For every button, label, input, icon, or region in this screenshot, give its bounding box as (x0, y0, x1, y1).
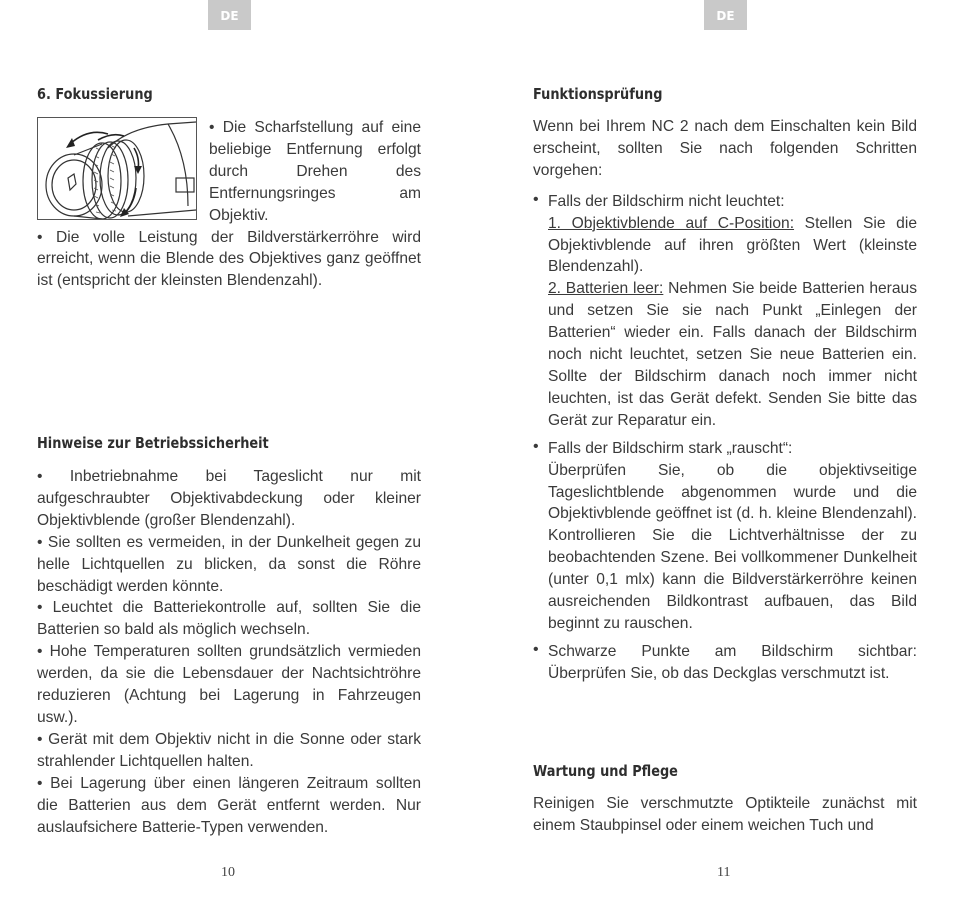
safety-item: • Hohe Temperaturen sollten grundsätzlich vermieden werden, da sie die Lebensdauer der Nachtsichtröhre reduzieren (Achtung bei Lagerung in Fahrzeugen usw.). (37, 643, 421, 726)
bullet-2-text: Überprüfen Sie, ob die objektivseitige Tageslichtblende abgenommen wurde und die Objektivblende geöffnet ist (d. h. kleine Blendenzahl). Kontrollieren Sie die Lichtverhältnisse der zu beobachtenden Szene. Bei vollkommener Dunkelheit (unter 0,1 mlx) kann die Bildverstärkerröhre keinen ausreichenden Bildkontrast aufbauen, das Bild beginnt zu rauschen. (548, 461, 917, 632)
bullet-3-text: Schwarze Punkte am Bildschirm sichtbar: Überprüfen Sie, ob das Deckglas verschmutzt ist. (548, 642, 917, 682)
bullet-dot: • (533, 190, 539, 208)
function-check-intro: Wenn bei Ihrem NC 2 nach dem Einschalten kein Bild erscheint, sollten Sie nach folgenden Schritten vorgehen: (533, 118, 917, 179)
step-2-text: Nehmen Sie beide Batterien heraus und setzen Sie sie nach Punkt „Einlegen der Batterien“ wieder ein. Falls danach der Bildschirm noch nicht leuchtet, setzen Sie neue Batterien ein. Sollte der Bildschirm danach noch immer nicht leuchten, ist das Gerät defekt. Senden Sie bitte das Gerät zur Reparatur ein. (548, 280, 918, 429)
safety-item: • Inbetriebnahme bei Tageslicht nur mit aufgeschraubter Objektivabdeckung oder kleiner Objektivblende (großer Blendenzahl). (37, 468, 421, 529)
function-check-bullet-3 (533, 641, 917, 685)
safety-item: • Gerät mit dem Objektiv nicht in die Sonne oder stark strahlender Lichtquellen halten. (37, 730, 421, 770)
safety-item: • Sie sollten es vermeiden, in der Dunkelheit gegen zu helle Lichtquellen zu blicken, da sonst die Röhre beschädigt werden könnte. (37, 533, 421, 595)
safety-heading: Hinweise zur Betriebssicherheit (37, 434, 269, 452)
focus-paragraph-1: • Die Scharfstellung auf eine beliebige Entfernung erfolgt durch Drehen des Entfernungsringes am Objektiv. (209, 119, 421, 224)
language-tab-right: DE (704, 0, 747, 30)
care-heading: Wartung und Pflege (533, 762, 678, 780)
bullet-1-lead: Falls der Bildschirm nicht leuchtet: (548, 192, 785, 210)
safety-item: • Bei Lagerung über einen längeren Zeitraum sollten die Batterien aus dem Gerät entfernt werden. Nur auslaufsichere Batterie-Typen verwenden. (37, 774, 421, 836)
language-tab-left: DE (208, 0, 251, 30)
page-number-right: 11 (717, 865, 731, 880)
section-function-check (533, 85, 917, 685)
step-1-label: 1. Objektivblende auf C-Position: (548, 214, 795, 232)
bullet-2-lead: Falls der Bildschirm stark „rauscht“: (548, 439, 793, 457)
function-check-heading: Funktionsprüfung (533, 85, 663, 103)
function-check-bullet-2 (533, 438, 917, 635)
step-2-label: 2. Batterien leer: (548, 280, 664, 298)
safety-list (37, 466, 421, 838)
section-focus (37, 85, 421, 292)
page-number-left: 10 (221, 865, 235, 880)
section-safety (37, 434, 421, 838)
care-text: Reinigen Sie verschmutzte Optikteile zunächst mit einem Staubpinsel oder einem weichen Tuch und (533, 795, 917, 834)
bullet-dot: • (533, 640, 539, 658)
section-care (533, 762, 917, 837)
lens-focus-illustration (37, 117, 197, 220)
safety-item: • Leuchtet die Batteriekontrolle auf, sollten Sie die Batterien so bald als möglich wechseln. (37, 599, 421, 639)
bullet-dot: • (533, 437, 539, 455)
function-check-bullet-1 (533, 191, 917, 432)
step-1-text: Stellen Sie die Objektivblende auf ihren größten Wert (kleinste Blendenzahl). (548, 214, 917, 276)
focus-heading: 6. Fokussierung (37, 85, 153, 103)
focus-paragraph-2: • Die volle Leistung der Bildverstärkerröhre wird erreicht, wenn die Blende des Objektives ganz geöffnet ist (entspricht der kleinsten Blendenzahl). (37, 228, 421, 290)
